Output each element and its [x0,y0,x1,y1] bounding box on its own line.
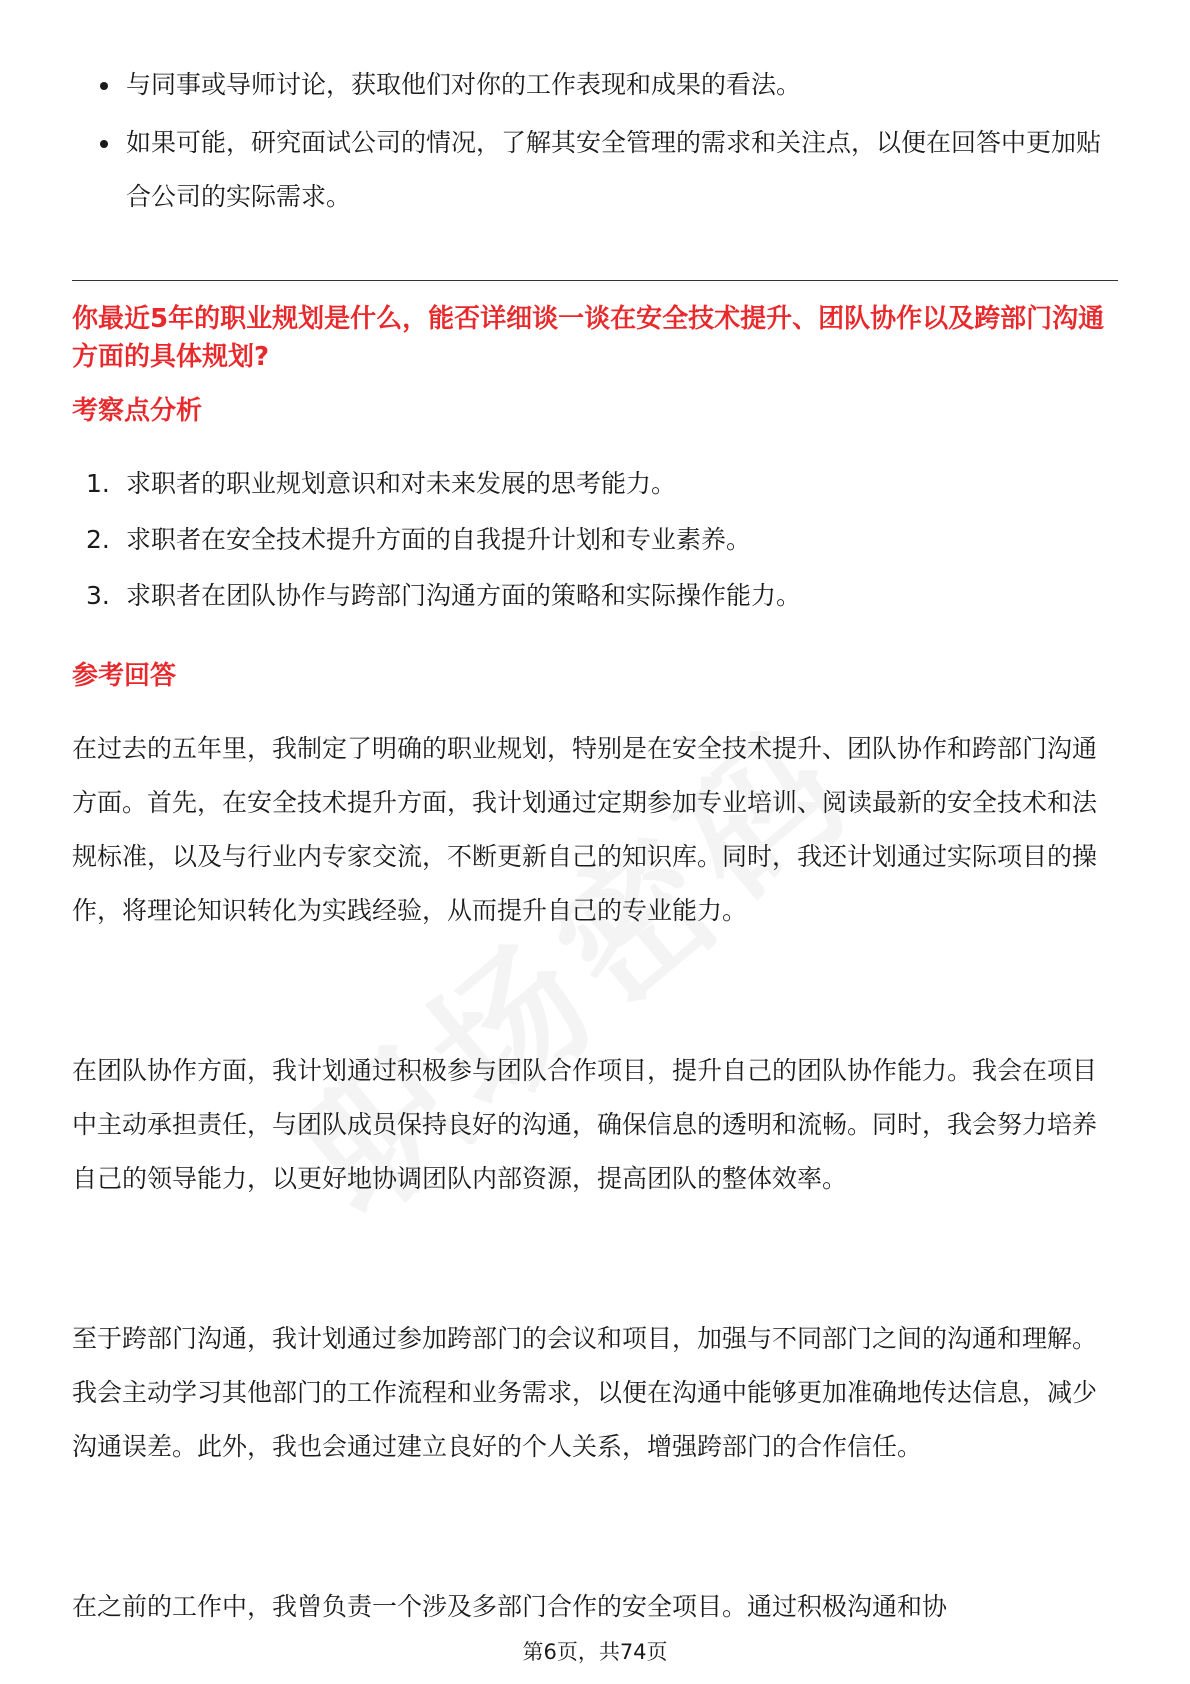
bullet-dot-icon [100,82,108,90]
list-item [72,116,1118,224]
bullet-text: 如果可能，研究面试公司的情况，了解其安全管理的需求和关注点，以便在回答中更加贴合公司的实际需求。 [126,128,1102,211]
tips-bullet-list [72,58,1118,228]
analysis-heading: 考察点分析 [72,396,203,426]
answer-paragraph: 在过去的五年里，我制定了明确的职业规划，特别是在安全技术提升、团队协作和跨部门沟通方面。首先，在安全技术提升方面，我计划通过定期参加专业培训、阅读最新的安全技术和法规标准，以及与行业内专家交流，不断更新自己的知识库。同时，我还计划通过实际项目的操作，将理论知识转化为实践经验，从而提升自己的专业能力。 [72,734,1098,925]
list-text: 求职者在团队协作与跨部门沟通方面的策略和实际操作能力。 [126,581,802,610]
list-item [72,576,1118,616]
list-text: 求职者在安全技术提升方面的自我提升计划和专业素养。 [126,525,752,554]
page-number-footer: 第6页，共74页 [522,1640,668,1664]
answer-heading: 参考回答 [72,661,177,691]
analysis-list [72,464,1118,632]
list-item [72,58,1118,112]
list-number: 2. [86,525,110,554]
list-number: 1. [86,469,110,498]
list-text: 求职者的职业规划意识和对未来发展的思考能力。 [126,469,677,498]
answer-paragraph: 至于跨部门沟通，我计划通过参加跨部门的会议和项目，加强与不同部门之间的沟通和理解。我会主动学习其他部门的工作流程和业务需求，以便在沟通中能够更加准确地传达信息，减少沟通误差。此外，我也会通过建立良好的个人关系，增强跨部门的合作信任。 [72,1324,1098,1461]
answer-paragraph: 在团队协作方面，我计划通过积极参与团队合作项目，提升自己的团队协作能力。我会在项目中主动承担责任，与团队成员保持良好的沟通，确保信息的透明和流畅。同时，我会努力培养自己的领导能力，以更好地协调团队内部资源，提高团队的整体效率。 [72,1056,1098,1193]
list-item [72,520,1118,560]
question-title: 你最近5年的职业规划是什么，能否详细谈一谈在安全技术提升、团队协作以及跨部门沟通方面的具体规划? [72,304,1105,372]
section-divider [72,280,1118,281]
bullet-text: 与同事或导师讨论，获取他们对你的工作表现和成果的看法。 [126,70,802,99]
document-page [72,0,1118,1684]
list-number: 3. [86,581,110,610]
answer-paragraph: 在之前的工作中，我曾负责一个涉及多部门合作的安全项目。通过积极沟通和协 [72,1592,948,1621]
list-item [72,464,1118,504]
bullet-dot-icon [100,140,108,148]
